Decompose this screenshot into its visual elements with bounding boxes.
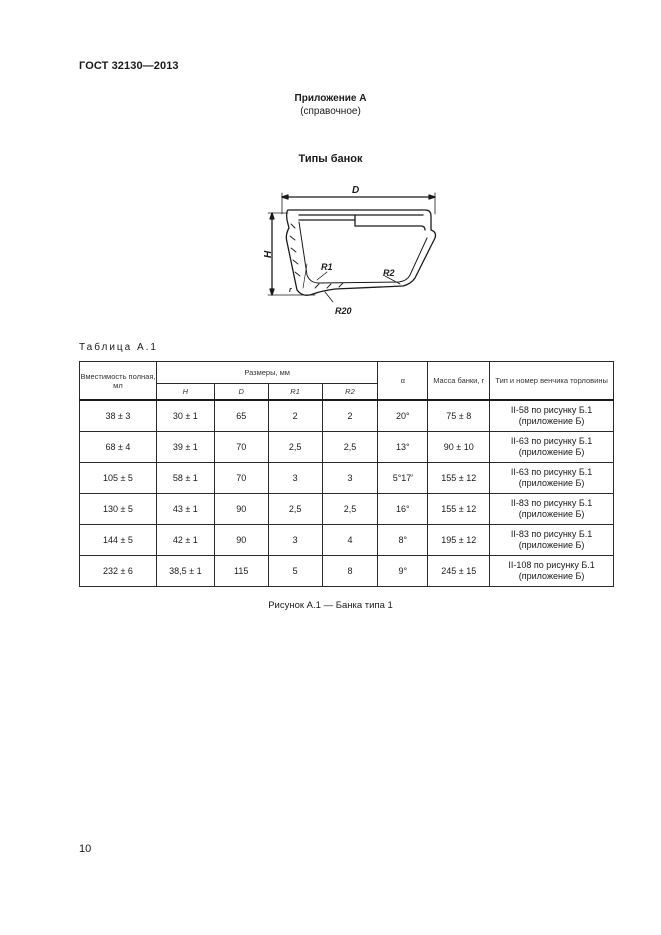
cell-capacity: 38 ± 3 [80,400,157,431]
cell-capacity: 68 ± 4 [80,431,157,462]
label-r20: R20 [335,306,352,315]
cell-r1: 3 [268,524,322,555]
cell-mass: 155 ± 12 [428,462,490,493]
label-r: r [289,287,292,294]
cell-mass: 195 ± 12 [428,524,490,555]
cell-h: 30 ± 1 [156,400,214,431]
cell-d: 70 [214,462,268,493]
rim-appendix: (приложение Б) [518,539,585,550]
cell-d: 70 [214,431,268,462]
cell-d: 90 [214,524,268,555]
table-row [80,555,614,586]
appendix-subtitle: (справочное) [300,106,361,117]
header-r1: R1 [268,384,322,401]
cell-r2: 3 [322,462,378,493]
cell-r2: 8 [322,555,378,586]
cell-capacity: 130 ± 5 [80,493,157,524]
cell-capacity: 232 ± 6 [80,555,157,586]
figure-caption: Рисунок А.1 — Банка типа 1 [268,600,393,611]
cell-capacity: 144 ± 5 [80,524,157,555]
header-rim: Тип и номер венчика торловины [490,362,614,401]
cell-d: 90 [214,493,268,524]
cell-d: 115 [214,555,268,586]
rim-appendix: (приложение Б) [518,477,585,488]
cell-rim [490,524,614,555]
cell-capacity: 105 ± 5 [80,462,157,493]
document-id: ГОСТ 32130—2013 [79,60,179,72]
cell-rim [490,400,614,431]
label-d: D [352,185,360,196]
label-r1: R1 [321,262,333,272]
header-mass: Масса банки, г [428,362,490,401]
header-alpha: α [378,362,428,401]
cell-r2: 2,5 [322,431,378,462]
cell-mass: 90 ± 10 [428,431,490,462]
cell-alpha: 13° [378,431,428,462]
cell-r1: 2 [268,400,322,431]
rim-appendix: (приложение Б) [518,415,585,426]
table-row [80,462,614,493]
table-caption: Таблица А.1 [79,342,158,353]
cell-r2: 2,5 [322,493,378,524]
cell-mass: 245 ± 15 [428,555,490,586]
cell-alpha: 20° [378,400,428,431]
rim-line: II-83 по рисунку Б.1 [510,497,593,508]
cell-r2: 4 [322,524,378,555]
cell-r2: 2 [322,400,378,431]
cell-alpha: 8° [378,524,428,555]
jar-drawing [255,180,445,315]
rim-line: II-58 по рисунку Б.1 [510,404,593,415]
table-row [80,431,614,462]
header-d: D [214,384,268,401]
cell-rim [490,493,614,524]
rim-line: II-63 по рисунку Б.1 [510,466,593,477]
cell-d: 65 [214,400,268,431]
rim-line: II-108 по рисунку Б.1 [508,559,595,570]
cell-h: 38,5 ± 1 [156,555,214,586]
label-h: H [263,250,274,258]
section-title: Типы банок [298,153,363,165]
cell-alpha: 16° [378,493,428,524]
header-dimensions: Размеры, мм [156,362,377,384]
cell-rim [490,462,614,493]
rim-line: II-63 по рисунку Б.1 [510,435,593,446]
rim-appendix: (приложение Б) [518,446,585,457]
cell-mass: 75 ± 8 [428,400,490,431]
appendix-heading [0,92,661,118]
cell-h: 58 ± 1 [156,462,214,493]
rim-appendix: (приложение Б) [518,508,585,519]
cell-h: 43 ± 1 [156,493,214,524]
table-row [80,524,614,555]
spec-table [79,361,614,587]
cell-rim [490,431,614,462]
cell-r1: 3 [268,462,322,493]
cell-r1: 2,5 [268,431,322,462]
cell-mass: 155 ± 12 [428,493,490,524]
page-number: 10 [79,843,92,855]
rim-appendix: (приложение Б) [518,570,585,581]
cell-rim [490,555,614,586]
appendix-title: Приложение А [294,93,367,104]
cell-r1: 5 [268,555,322,586]
cell-r1: 2,5 [268,493,322,524]
header-r2: R2 [322,384,378,401]
table-row [80,400,614,431]
rim-line: II-83 по рисунку Б.1 [510,528,593,539]
label-r2: R2 [383,268,395,278]
cell-h: 42 ± 1 [156,524,214,555]
header-capacity: Вместимость полная, мл [80,362,157,401]
cell-h: 39 ± 1 [156,431,214,462]
cell-alpha: 5°17′ [378,462,428,493]
header-h: H [156,384,214,401]
table-row [80,493,614,524]
cell-alpha: 9° [378,555,428,586]
